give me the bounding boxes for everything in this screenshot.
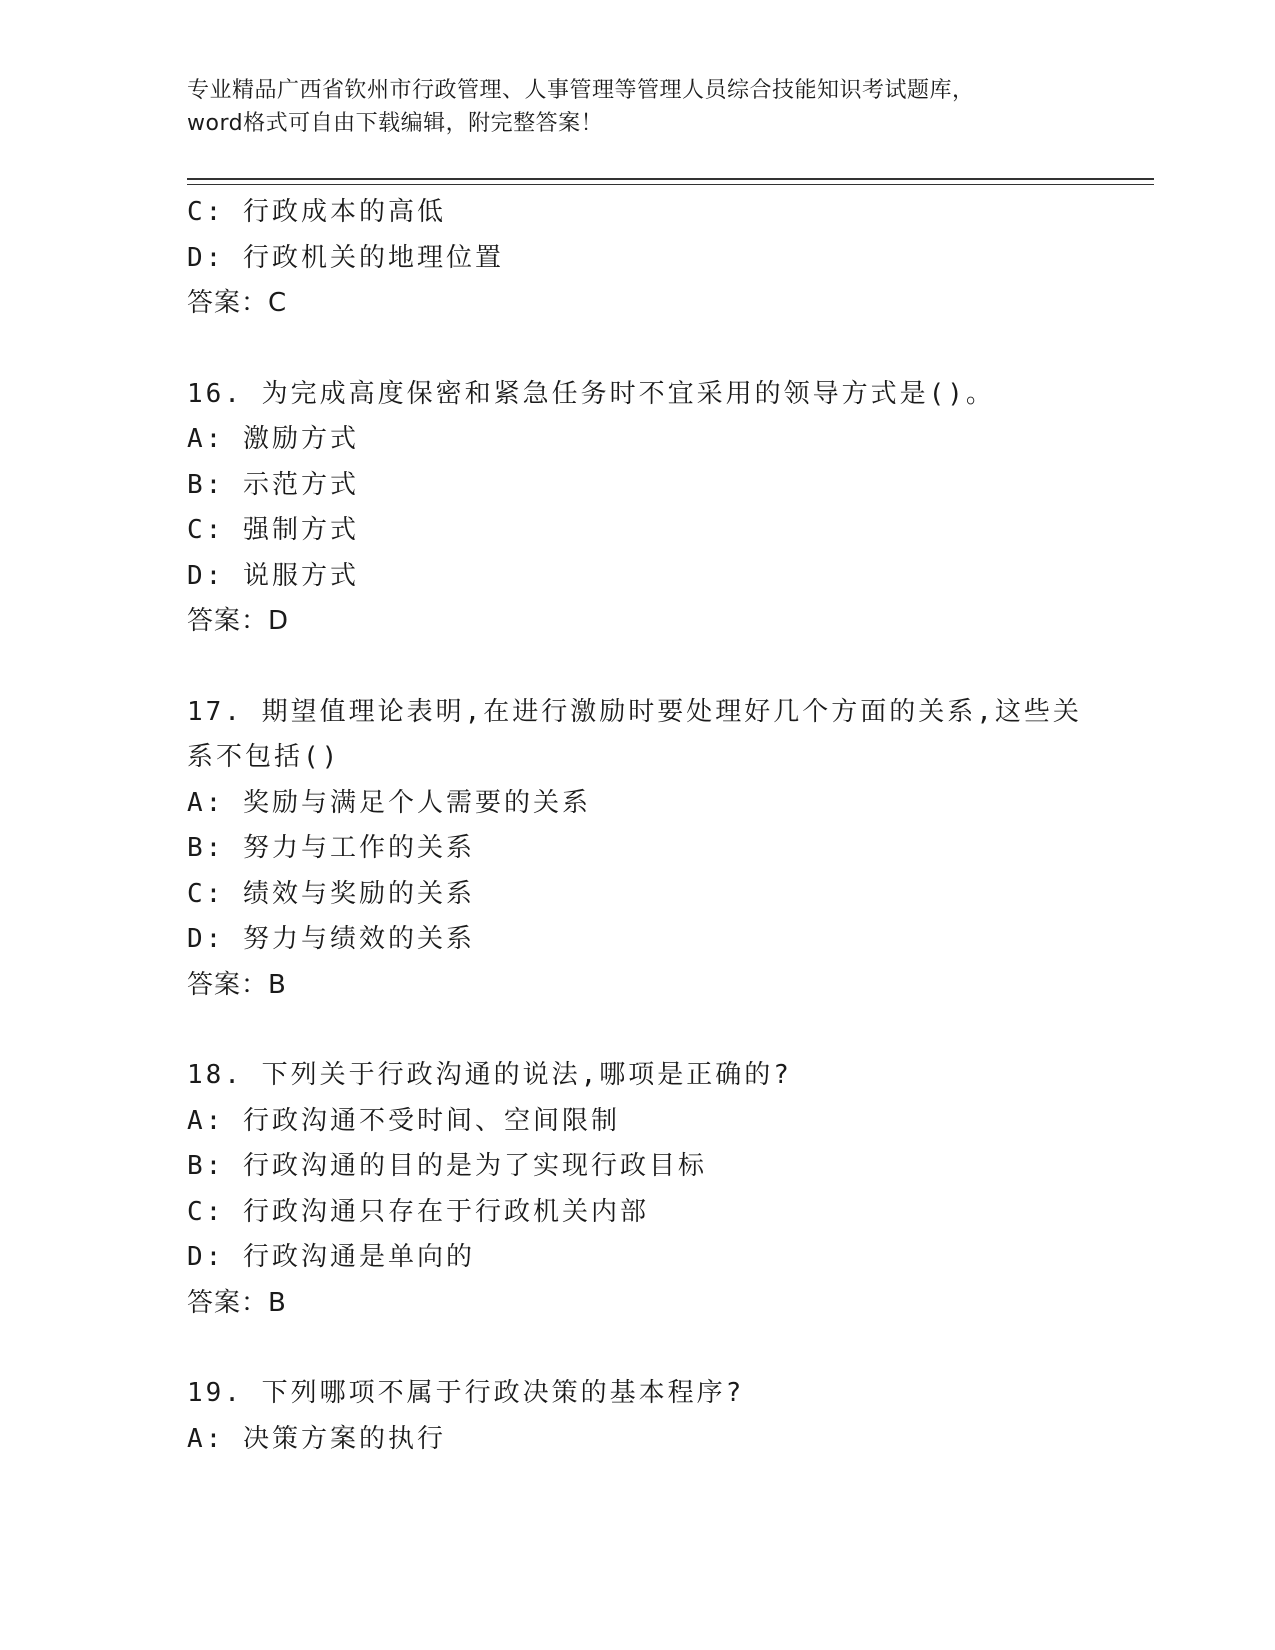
header-rule-bottom xyxy=(187,184,1154,185)
option-b: B: 行政沟通的目的是为了实现行政目标 xyxy=(187,1151,707,1181)
question-18 xyxy=(187,1053,1067,1326)
spacer xyxy=(187,327,1067,372)
option-c: C: 绩效与奖励的关系 xyxy=(187,878,475,909)
question-stem: 18. 下列关于行政沟通的说法,哪项是正确的? xyxy=(187,1060,792,1090)
spacer xyxy=(187,645,1067,690)
option-c: C: 行政沟通只存在于行政机关内部 xyxy=(187,1196,649,1227)
option-a: A: 奖励与满足个人需要的关系 xyxy=(187,787,591,818)
question-stem: 16. 为完成高度保密和紧急任务时不宜采用的领导方式是()。 xyxy=(187,378,995,409)
answer-line: 答案：B xyxy=(187,1287,287,1318)
spacer xyxy=(187,1326,1067,1371)
option-d: D: 行政机关的地理位置 xyxy=(187,242,504,273)
question-15-continued xyxy=(187,190,1067,327)
answer-line: 答案：D xyxy=(187,606,290,636)
answer-line: 答案：C xyxy=(187,288,288,318)
header-line-2: word格式可自由下载编辑，附完整答案！ xyxy=(187,111,604,136)
option-a: A: 激励方式 xyxy=(187,424,359,454)
option-a: A: 决策方案的执行 xyxy=(187,1423,446,1454)
option-b: B: 示范方式 xyxy=(187,469,359,500)
question-stem-line-1: 17. 期望值理论表明,在进行激励时要处理好几个方面的关系,这些关 xyxy=(187,696,1082,727)
question-16 xyxy=(187,372,1067,645)
option-a: A: 行政沟通不受时间、空间限制 xyxy=(187,1105,620,1136)
option-d: D: 行政沟通是单向的 xyxy=(187,1242,475,1272)
option-c: C: 行政成本的高低 xyxy=(187,197,446,227)
option-d: D: 说服方式 xyxy=(187,560,359,591)
question-stem-line-2: 系不包括() xyxy=(187,742,341,772)
option-b: B: 努力与工作的关系 xyxy=(187,833,475,863)
question-19 xyxy=(187,1371,1067,1462)
question-list xyxy=(187,190,1082,1462)
header-rule-top xyxy=(187,178,1154,180)
document-header xyxy=(187,74,1067,140)
spacer xyxy=(187,1008,1067,1053)
question-stem: 19. 下列哪项不属于行政决策的基本程序? xyxy=(187,1378,745,1408)
option-d: D: 努力与绩效的关系 xyxy=(187,924,475,954)
question-17 xyxy=(187,690,1082,1009)
option-c: C: 强制方式 xyxy=(187,515,359,545)
header-line-1: 专业精品广西省钦州市行政管理、人事管理等管理人员综合技能知识考试题库， xyxy=(187,78,975,103)
answer-line: 答案：B xyxy=(187,969,287,1000)
